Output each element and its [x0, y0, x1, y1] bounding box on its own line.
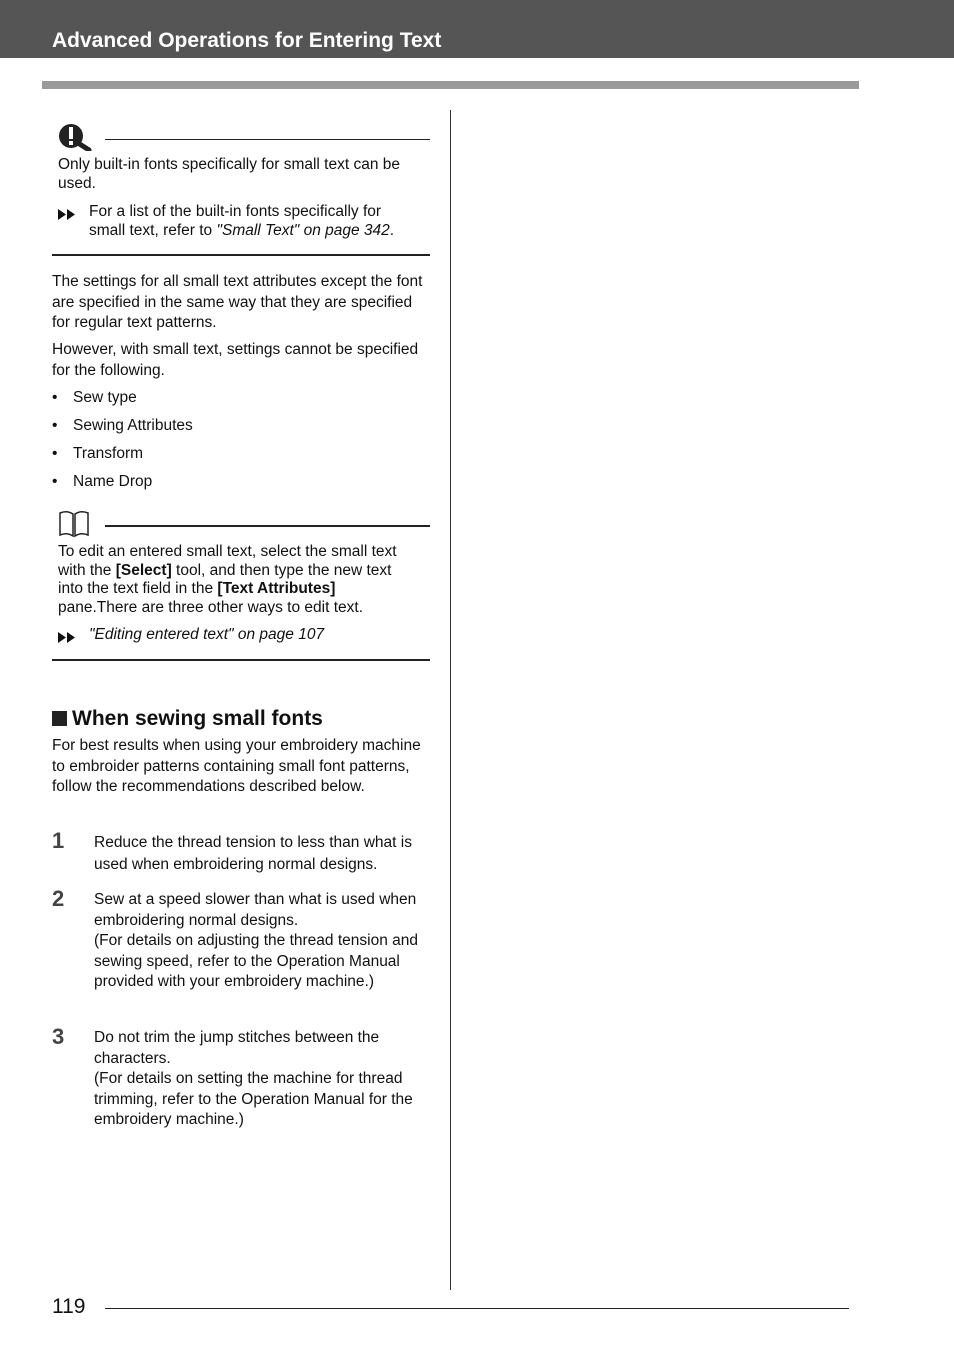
- page-number: 119: [52, 1295, 86, 1318]
- note-bottom-rule: [52, 659, 430, 661]
- intro-paragraph: The settings for all small text attributes except the font are specified in the same way that they are specified for regular text patterns.: [52, 273, 423, 331]
- section-title: When sewing small fonts: [52, 706, 430, 732]
- note-top-rule: [105, 525, 430, 527]
- reference-arrow-icon: [58, 630, 76, 649]
- header-rule: [42, 81, 859, 89]
- step-number: 2: [52, 886, 65, 911]
- step-number: 1: [52, 828, 65, 853]
- note-important-text: Only built-in fonts specifically for small text can be used.: [58, 156, 400, 192]
- intro-paragraph-2: However, with small text, settings cannot be specified for the following.: [52, 341, 419, 379]
- section-intro: For best results when using your embroidery machine to embroider patterns containing small font patterns, follow the recommendations described below.: [52, 737, 421, 795]
- reference-suffix: .: [389, 221, 395, 239]
- header-title: Advanced Operations for Entering Text: [52, 29, 442, 52]
- reference-link[interactable]: "Editing entered text" on page 107: [89, 626, 325, 643]
- book-memo-icon: [58, 510, 90, 543]
- section-square-icon: [52, 711, 67, 726]
- reference-line: For a list of the built-in fonts specifically for: [89, 203, 382, 220]
- reference-arrow-icon: [58, 207, 76, 226]
- step-text: Reduce the thread tension to less than what is used when embroidering normal designs.: [94, 834, 412, 873]
- page-header: [0, 0, 954, 58]
- reference-prefix: small text, refer to: [89, 221, 217, 239]
- step-text: Sew at a speed slower than what is used when embroidering normal designs. (For details on adjusting the thread tension and sewing speed, refer to the Operation Manual provided with your embroidery machine.): [94, 891, 418, 990]
- step-number: 3: [52, 1024, 65, 1049]
- reference-link[interactable]: "Small Text" on page 342: [216, 221, 390, 239]
- step-text: Do not trim the jump stitches between the characters. (For details on setting the machine for thread trimming, refer to the Operation Manual for the embroidery machine.): [94, 1029, 413, 1128]
- important-icon: [58, 123, 92, 156]
- footer-rule: [105, 1308, 849, 1309]
- column-divider: [450, 110, 451, 1290]
- note-memo-text: To edit an entered small text, select the small text with the [Select] tool, and then type the new text into the text field in the [Text Attributes] pane.There are three other ways to edit text.: [58, 543, 397, 616]
- note-bottom-rule: [52, 254, 430, 256]
- note-top-rule: [105, 139, 430, 140]
